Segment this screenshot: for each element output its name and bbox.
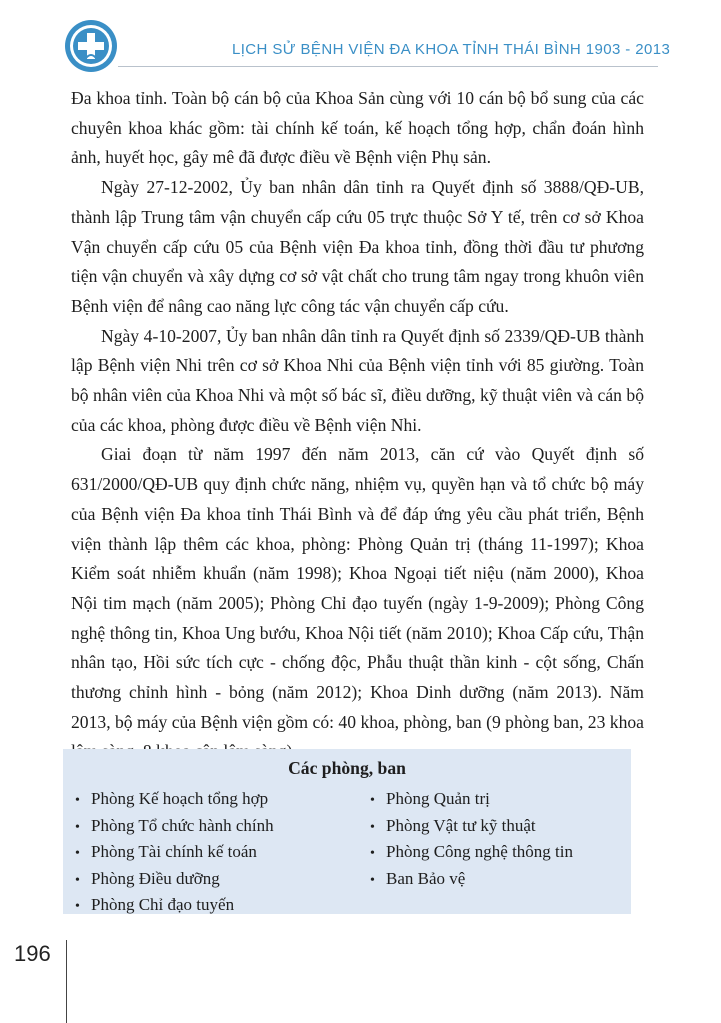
bullet-icon: •	[370, 872, 375, 888]
list-item-label: Ban Bảo vệ	[386, 868, 466, 888]
list-item	[75, 789, 375, 816]
list-item	[75, 869, 375, 896]
list-item-label: Phòng Vật tư kỹ thuật	[386, 815, 536, 835]
departments-list-right	[370, 789, 630, 895]
page-number: 196	[14, 941, 51, 966]
departments-box	[63, 749, 631, 914]
list-item	[75, 842, 375, 869]
list-item	[75, 816, 375, 843]
list-item-label: Phòng Chỉ đạo tuyến	[91, 895, 235, 915]
list-item	[370, 789, 630, 816]
list-item	[370, 842, 630, 869]
paragraph: Giai đoạn từ năm 1997 đến năm 2013, căn cứ vào Quyết định số 631/2000/QĐ-UB quy định chức năng, nhiệm vụ, quyền hạn và tổ chức bộ máy của Bệnh viện Đa khoa tỉnh Thái Bình và để đáp ứng yêu cầu phát triển, Bệnh viện thành lập thêm các khoa, phòng: Phòng Quản trị (tháng 11-1997); Khoa Kiểm soát nhiễm khuẩn (năm 1998); Khoa Ngoại tiết niệu (năm 2000), Khoa Nội tim mạch (năm 2005); Phòng Chỉ đạo tuyến (ngày 1-9-2009); Phòng Công nghệ thông tin, Khoa Ung bướu, Khoa Nội tiết (năm 2010); Khoa Cấp cứu, Thận nhân tạo, Hồi sức tích cực - chống độc, Phẫu thuật thần kinh - cột sống, Chấn thương chỉnh hình - bỏng (năm 2012); Khoa Dinh dưỡng (năm 2013). Năm 2013, bộ máy của Bệnh viện gồm có: 40 khoa, phòng, ban (9 phòng ban, 23 khoa	[71, 444, 644, 732]
paragraph: Ngày 27-12-2002, Ủy ban nhân dân tỉnh ra Quyết định số 3888/QĐ-UB, thành lập Trung tâm vận chuyển cấp cứu 05 trực thuộc Sở Y tế, trên cơ sở Khoa Vận chuyển cấp cứu 05 của Bệnh viện Đa khoa tỉnh, đồng thời đầu tư phương tiện vận chuyển và xây dựng cơ sở vật chất cho trung tâm ngay trong khuôn viên Bệnh viện để nâng cao năng lực công tác vận chuyển cấp cứu.	[71, 177, 644, 316]
list-item-label: Phòng Điều dưỡng	[91, 868, 220, 888]
hospital-logo-icon	[63, 18, 119, 74]
running-header-title: LỊCH SỬ BỆNH VIỆN ĐA KHOA TỈNH THÁI BÌNH 1903 - 2013	[232, 41, 671, 58]
bullet-icon: •	[370, 793, 375, 808]
bullet-icon: •	[75, 819, 80, 835]
bullet-icon: •	[370, 846, 375, 862]
paragraph: Đa khoa tỉnh. Toàn bộ cán bộ của Khoa Sản cùng với 10 cán bộ bổ sung của các chuyên khoa khác gồm: tài chính kế toán, kế hoạch tổng hợp, chẩn đoán hình ảnh, huyết học, gây mê đã được điều về Bệnh viện Phụ sản.	[71, 88, 644, 168]
bullet-icon: •	[75, 793, 80, 808]
paragraph: Ngày 4-10-2007, Ủy ban nhân dân tỉnh ra Quyết định số 2339/QĐ-UB thành lập Bệnh viện Nhi trên cơ sở Khoa Nhi của Bệnh viện tỉnh với 85 giường. Toàn bộ nhân viên của Khoa Nhi và một số bác sĩ, điều dưỡng, kỹ thuật viên và cán bộ của các khoa, phòng được điều về Bệnh viện Nhi.	[71, 325, 644, 435]
list-item-label: Phòng Công nghệ thông tin	[386, 842, 574, 862]
body-text	[71, 84, 644, 767]
list-item	[370, 816, 630, 843]
header-divider	[118, 66, 658, 67]
list-item-label: Phòng Quản trị	[386, 789, 490, 808]
bullet-icon: •	[370, 819, 375, 835]
bullet-icon: •	[75, 872, 80, 888]
bullet-icon: •	[75, 846, 80, 862]
list-item-label: Phòng Tổ chức hành chính	[91, 815, 274, 835]
list-item	[75, 895, 375, 922]
departments-list-left	[75, 789, 375, 922]
list-item-label: Phòng Kế hoạch tổng hợp	[91, 789, 269, 808]
departments-box-title: Các phòng, ban	[288, 758, 406, 778]
list-item	[370, 869, 630, 896]
list-item-label: Phòng Tài chính kế toán	[91, 842, 257, 862]
bullet-icon: •	[75, 899, 80, 915]
page-number-divider	[66, 940, 67, 1023]
